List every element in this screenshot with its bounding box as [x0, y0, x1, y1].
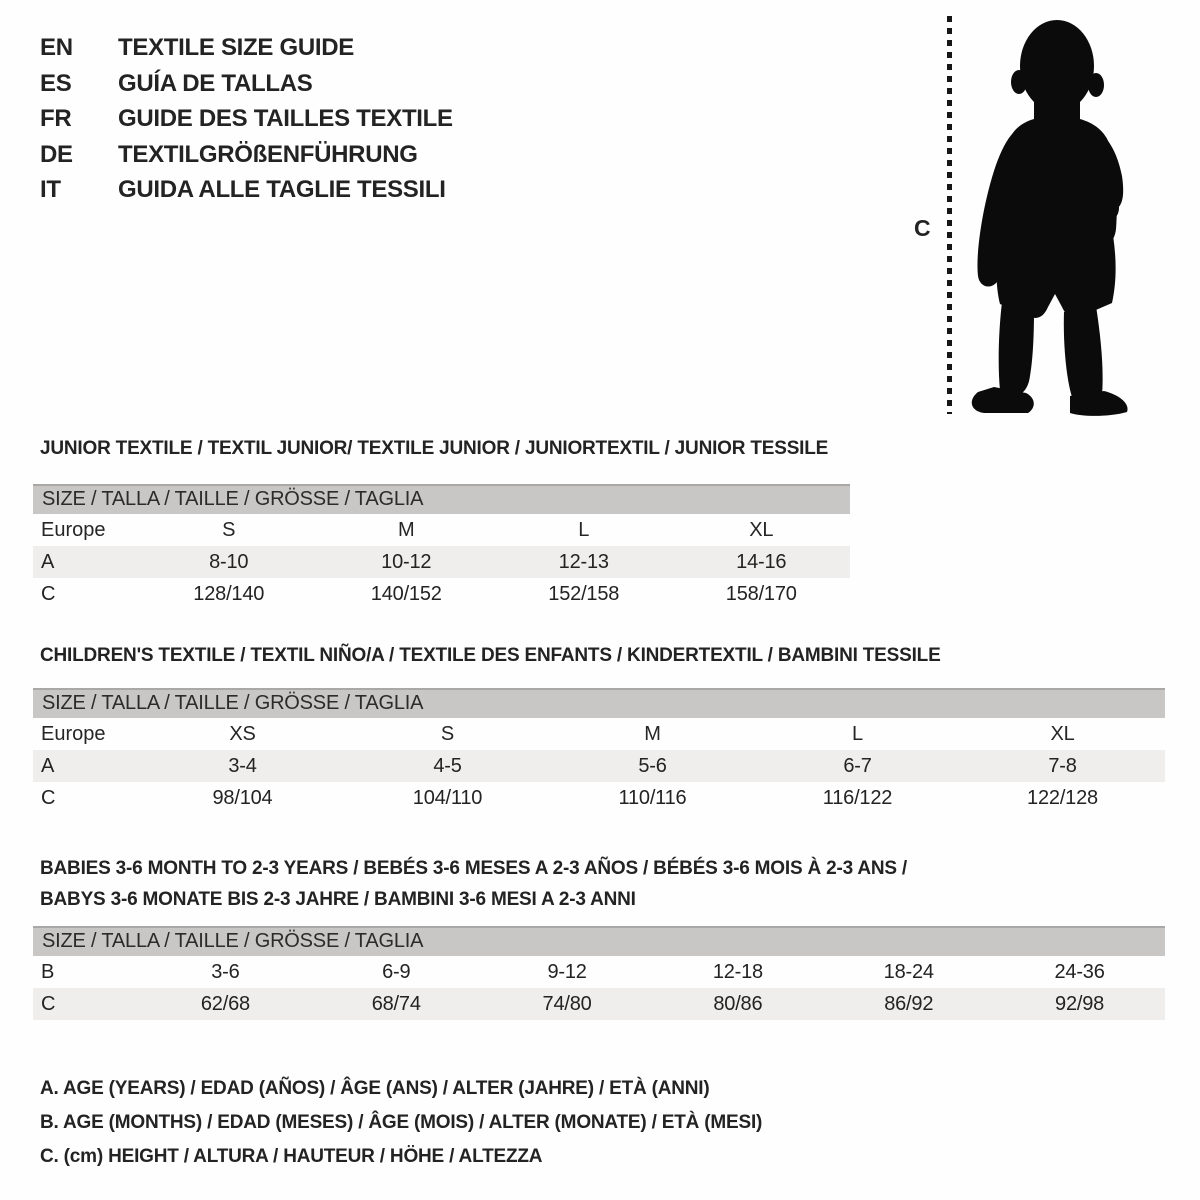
row-label: C — [41, 992, 56, 1015]
language-title: GUIDE DES TAILLES TEXTILE — [118, 105, 453, 132]
size-column-header: M — [644, 722, 661, 745]
size-value-cell: 24-36 — [1054, 960, 1105, 983]
language-title-list — [40, 30, 453, 208]
size-value-cell: 6-9 — [382, 960, 411, 983]
size-column-header: M — [398, 518, 415, 541]
size-value-cell: 10-12 — [381, 550, 432, 573]
language-title: GUÍA DE TALLAS — [118, 69, 313, 97]
section-childrens-textile — [33, 644, 1165, 814]
size-value-cell: 152/158 — [548, 582, 620, 605]
data-row — [33, 782, 1165, 814]
data-row — [33, 546, 850, 578]
size-table — [33, 484, 850, 610]
section-heading: JUNIOR TEXTILE / TEXTIL JUNIOR/ TEXTILE JUNIOR / JUNIORTEXTIL / JUNIOR TESSILE — [40, 438, 829, 459]
size-column-header: S — [440, 722, 455, 745]
height-measure-label: C — [914, 215, 931, 241]
size-value-cell: 14-16 — [736, 550, 787, 573]
size-value-cell: 12-13 — [558, 550, 609, 573]
legend-list — [40, 1072, 762, 1174]
columns-row — [33, 718, 1165, 750]
language-row — [40, 66, 453, 102]
section-heading: BABIES 3-6 MONTH TO 2-3 YEARS / BEBÉS 3-6 MESES A 2-3 AÑOS / BÉBÉS 3-6 MOIS À 2-3 ANS / — [40, 858, 908, 879]
region-label: Europe — [41, 518, 106, 541]
language-code: FR — [40, 105, 72, 132]
data-row — [33, 988, 1165, 1020]
size-value-cell: 92/98 — [1055, 992, 1105, 1015]
language-title: GUIDA ALLE TAGLIE TESSILI — [118, 176, 446, 203]
size-table — [33, 688, 1165, 814]
section-junior-textile — [33, 437, 850, 610]
size-value-cell: 110/116 — [618, 786, 687, 809]
language-code: IT — [40, 176, 61, 203]
size-value-cell: 62/68 — [200, 992, 250, 1015]
language-title: TEXTILGRÖßENFÜHRUNG — [118, 140, 418, 168]
size-value-cell: 3-6 — [211, 960, 240, 983]
data-row — [33, 750, 1165, 782]
size-value-cell: 5-6 — [638, 754, 667, 777]
size-table-header: SIZE / TALLA / TAILLE / GRÖSSE / TAGLIA — [33, 688, 1165, 718]
row-label: C — [41, 582, 56, 605]
language-row — [40, 137, 453, 173]
size-column-header: XL — [749, 518, 774, 541]
language-row — [40, 101, 453, 137]
size-column-header: L — [852, 722, 863, 745]
size-value-cell: 80/86 — [713, 992, 763, 1015]
data-row — [33, 578, 850, 610]
size-table-header: SIZE / TALLA / TAILLE / GRÖSSE / TAGLIA — [33, 926, 1165, 956]
size-value-cell: 98/104 — [212, 786, 273, 809]
columns-row — [33, 514, 850, 546]
language-row — [40, 30, 453, 66]
row-label: B — [41, 960, 55, 983]
size-value-cell: 7-8 — [1048, 754, 1077, 777]
language-title: TEXTILE SIZE GUIDE — [118, 34, 354, 61]
size-value-cell: 122/128 — [1027, 786, 1098, 809]
section-heading: BABYS 3-6 MONATE BIS 2-3 JAHRE / BAMBINI 3-6 MESI A 2-3 ANNI — [40, 889, 636, 910]
language-code: ES — [40, 69, 72, 97]
size-value-cell: 18-24 — [883, 960, 934, 983]
legend-line: C. (cm) HEIGHT / ALTURA / HAUTEUR / HÖHE / ALTEZZA — [40, 1146, 543, 1167]
size-column-header: L — [578, 518, 590, 541]
data-row — [33, 956, 1165, 988]
size-value-cell: 140/152 — [370, 582, 442, 605]
legend-line: B. AGE (MONTHS) / EDAD (MESES) / ÂGE (MOIS) / ALTER (MONATE) / ETÀ (MESI) — [40, 1112, 763, 1133]
size-value-cell: 116/122 — [822, 786, 893, 809]
size-value-cell: 3-4 — [228, 754, 257, 777]
height-measure-line-icon — [947, 16, 952, 414]
size-value-cell: 9-12 — [547, 960, 587, 983]
size-table-header: SIZE / TALLA / TAILLE / GRÖSSE / TAGLIA — [33, 484, 850, 514]
size-value-cell: 12-18 — [712, 960, 763, 983]
size-value-cell: 158/170 — [725, 582, 797, 605]
language-code: DE — [40, 140, 73, 168]
toddler-silhouette-icon — [958, 14, 1158, 418]
size-value-cell: 4-5 — [433, 754, 462, 777]
section-heading: CHILDREN'S TEXTILE / TEXTIL NIÑO/A / TEXTILE DES ENFANTS / KINDERTEXTIL / BAMBINI TESSILE — [40, 645, 941, 666]
size-table — [33, 926, 1165, 1020]
size-value-cell: 6-7 — [843, 754, 872, 777]
size-column-header: XS — [229, 722, 256, 745]
size-value-cell: 128/140 — [193, 582, 265, 605]
row-label: C — [41, 786, 56, 809]
legend-line: A. AGE (YEARS) / EDAD (AÑOS) / ÂGE (ANS) / ALTER (JAHRE) / ETÀ (ANNI) — [40, 1078, 710, 1099]
size-value-cell: 68/74 — [371, 992, 421, 1015]
size-value-cell: 74/80 — [542, 992, 592, 1015]
size-value-cell: 86/92 — [884, 992, 934, 1015]
row-label: A — [41, 550, 55, 573]
size-column-header: S — [222, 518, 236, 541]
region-label: Europe — [41, 722, 106, 745]
row-label: A — [41, 754, 55, 777]
language-row — [40, 172, 453, 208]
section-babies-textile — [33, 853, 1165, 1020]
size-value-cell: 8-10 — [209, 550, 249, 573]
language-code: EN — [40, 34, 73, 61]
size-value-cell: 104/110 — [412, 786, 483, 809]
size-column-header: XL — [1050, 722, 1075, 745]
